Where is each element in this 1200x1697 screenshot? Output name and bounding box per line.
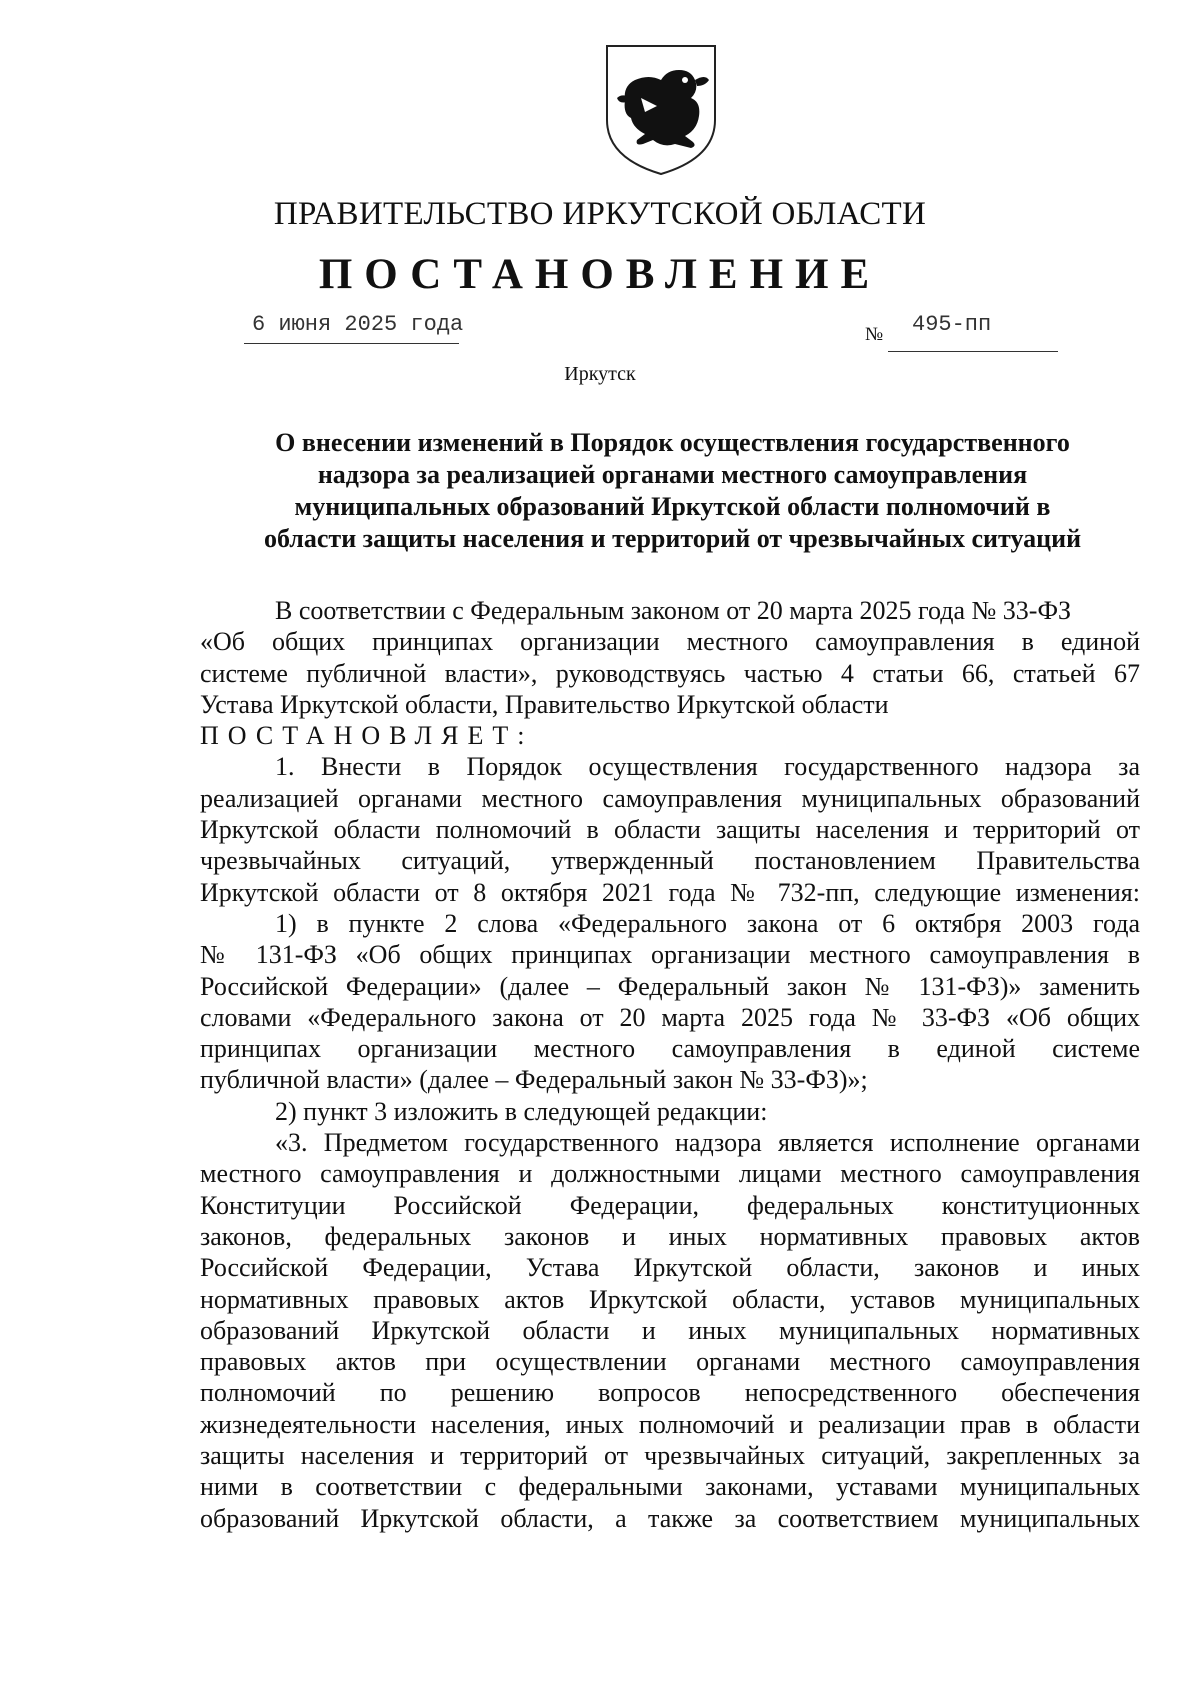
document-type-title: ПОСТАНОВЛЕНИЕ xyxy=(318,251,882,298)
body-line: 2) пункт 3 изложить в следующей редакции: xyxy=(275,1096,768,1126)
body-line: нормативных правовых актов Иркутской области, уставов муниципальных xyxy=(200,1284,1140,1314)
heading-line: муниципальных образований Иркутской области полномочий в xyxy=(294,492,1051,521)
date-underline xyxy=(244,343,459,344)
body-line: чрезвычайных ситуаций, утвержденный постановлением Правительства xyxy=(200,846,1140,876)
body-line: правовых актов при осуществлении органами местного самоуправления xyxy=(200,1347,1140,1377)
body-line: 1. Внести в Порядок осуществления государственного надзора за xyxy=(275,752,1140,782)
document-date: 6 июня 2025 года xyxy=(252,312,464,337)
body-line: принципах организации местного самоуправления в единой системе xyxy=(200,1034,1140,1064)
number-sign: № xyxy=(865,324,884,345)
body-line: полномочий по решению вопросов непосредственного обеспечения xyxy=(200,1378,1140,1408)
body-line: реализацией органами местного самоуправления муниципальных образований xyxy=(200,783,1140,813)
city-name: Иркутск xyxy=(564,363,636,385)
body-line: Российской Федерации» (далее – Федеральный закон № 131-ФЗ)» заменить xyxy=(200,971,1140,1001)
heading-line: О внесении изменений в Порядок осуществления государственного xyxy=(275,428,1070,457)
body-line: «Об общих принципах организации местного самоуправления в единой xyxy=(200,627,1140,657)
body-line: ними в соответствии с федеральными законами, уставами муниципальных xyxy=(200,1472,1140,1502)
body-line: «3. Предметом государственного надзора является исполнение органами xyxy=(275,1128,1140,1158)
body-line: Иркутской области от 8 октября 2021 года № 732-пп, следующие изменения: xyxy=(200,877,1140,907)
body-line: жизнедеятельности населения, иных полномочий и реализации прав в области xyxy=(200,1409,1140,1439)
body-line: публичной власти» (далее – Федеральный закон № 33-ФЗ)»; xyxy=(200,1065,868,1095)
heading-line: области защиты населения и территорий от чрезвычайных ситуаций xyxy=(263,524,1082,553)
body-line: 1) в пункте 2 слова «Федерального закона от 6 октября 2003 года xyxy=(275,908,1140,938)
body-line: защиты населения и территорий от чрезвычайных ситуаций, закрепленных за xyxy=(200,1441,1140,1471)
body-line: ПОСТАНОВЛЯЕТ: xyxy=(200,721,534,751)
body-line: образований Иркутской области, а также за соответствием муниципальных xyxy=(200,1503,1140,1533)
body-line: образований Иркутской области и иных муниципальных нормативных xyxy=(200,1315,1140,1345)
body-line: Устава Иркутской области, Правительство Иркутской области xyxy=(200,689,889,719)
body-line: законов, федеральных законов и иных нормативных правовых актов xyxy=(200,1221,1140,1251)
document-heading xyxy=(210,427,1135,555)
body-line: В соответствии с Федеральным законом от 20 марта 2025 года № 33-ФЗ xyxy=(275,596,1072,625)
body-line: словами «Федерального закона от 20 марта 2025 года № 33-ФЗ «Об общих xyxy=(200,1002,1140,1032)
body-line: Иркутской области полномочий в области защиты населения и территорий от xyxy=(200,815,1140,845)
body-line: Российской Федерации, Устава Иркутской области, законов и иных xyxy=(200,1253,1140,1283)
document-body xyxy=(200,595,1140,1534)
government-name: ПРАВИТЕЛЬСТВО ИРКУТСКОЙ ОБЛАСТИ xyxy=(273,196,927,232)
body-line: местного самоуправления и должностными лицами местного самоуправления xyxy=(200,1159,1140,1189)
body-line: № 131-ФЗ «Об общих принципах организации местного самоуправления в xyxy=(200,940,1140,970)
document-number: 495-пп xyxy=(912,312,992,337)
number-underline xyxy=(888,351,1058,352)
body-line: системе публичной власти», руководствуясь частью 4 статьи 66, статьей 67 xyxy=(200,658,1140,688)
heading-line: надзора за реализацией органами местного самоуправления xyxy=(317,460,1028,489)
irkutsk-coat-of-arms-icon xyxy=(605,40,717,178)
body-line: Конституции Российской Федерации, федеральных конституционных xyxy=(200,1190,1140,1220)
